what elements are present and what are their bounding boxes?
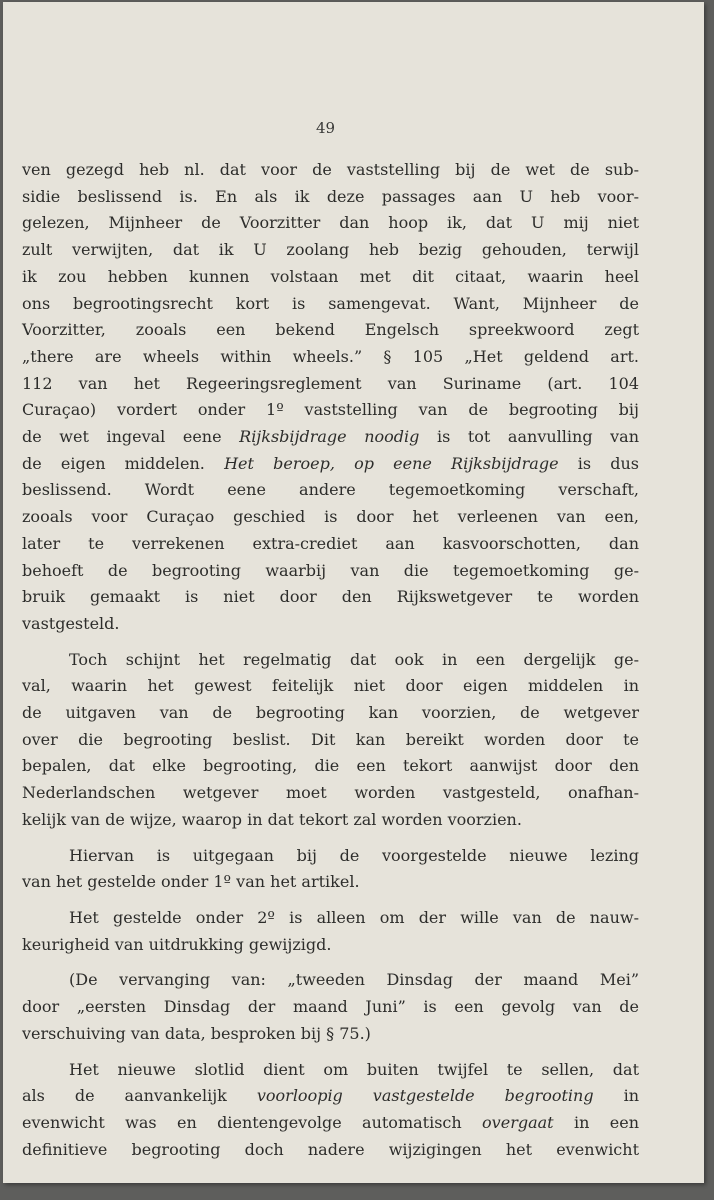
text-segment: definitieve begrooting doch nadere wijzigingen het evenwicht	[22, 1139, 639, 1159]
text-segment: in een	[553, 1112, 639, 1132]
text-segment: Het nieuwe slotlid dient om buiten twijfel te sellen, dat	[69, 1059, 639, 1079]
text-line	[22, 210, 639, 237]
text-segment: Nederlandschen wetgever moet worden vastgesteld, onafhan-	[22, 783, 639, 803]
text-segment: „there are wheels within wheels.” § 105 „Het geldend art.	[22, 346, 639, 366]
text-segment: bruik gemaakt is niet door den Rijkswetgever te worden	[22, 587, 639, 607]
text-line	[22, 807, 639, 834]
text-line	[22, 558, 639, 585]
text-segment: vastgesteld.	[22, 613, 120, 633]
text-segment: (De vervanging van: „tweeden Dinsdag der maand Mei”	[69, 970, 639, 990]
paragraph	[22, 967, 639, 1047]
text-segment: val, waarin het gewest feitelijk niet door eigen middelen in	[22, 676, 639, 696]
italic-text: voorloopig vastgestelde begrooting	[256, 1086, 594, 1106]
text-line	[22, 611, 639, 638]
text-segment: 112 van het Regeeringsreglement van Suriname (art. 104	[22, 373, 639, 393]
text-segment: is tot aanvulling van	[419, 427, 640, 447]
text-line	[22, 477, 639, 504]
text-line	[22, 157, 639, 184]
text-segment: bepalen, dat elke begrooting, die een tekort aanwijst door den	[22, 756, 639, 776]
paragraph	[22, 905, 639, 958]
text-line	[22, 905, 639, 932]
paragraph	[22, 647, 639, 834]
text-segment: door „eersten Dinsdag der maand Juni” is een gevolg van de	[22, 997, 639, 1017]
text-line	[22, 237, 639, 264]
text-segment: Curaçao) vordert onder 1º vaststelling van de begrooting bij	[22, 400, 639, 420]
text-segment: ven gezegd heb nl. dat voor de vaststelling bij de wet de sub-	[22, 160, 639, 179]
book-page	[3, 2, 704, 1183]
text-segment: de eigen middelen.	[22, 453, 225, 473]
text-line	[22, 531, 639, 558]
text-line	[22, 291, 639, 318]
text-segment: Toch schijnt het regelmatig dat ook in een dergelijk ge-	[69, 649, 639, 669]
text-line	[22, 932, 639, 959]
text-segment: gelezen, Mijnheer de Voorzitter dan hoop ik, dat U mij niet	[22, 213, 639, 233]
paragraph	[22, 1057, 639, 1164]
text-segment: Voorzitter, zooals een bekend Engelsch spreekwoord zegt	[22, 320, 639, 340]
text-segment: de wet ingeval eene	[22, 427, 240, 447]
text-line	[22, 647, 639, 674]
italic-text: Het beroep, op eene Rijksbijdrage	[224, 453, 559, 473]
text-line	[22, 780, 639, 807]
text-segment: de uitgaven van de begrooting kan voorzien, de wetgever	[22, 703, 639, 723]
paragraph	[22, 843, 639, 896]
text-line	[22, 700, 639, 727]
text-segment: evenwicht was en dientengevolge automatisch	[22, 1112, 483, 1132]
text-line	[22, 424, 639, 451]
text-segment: sidie beslissend is. En als ik deze passages aan U heb voor-	[22, 186, 639, 206]
text-segment: zooals voor Curaçao geschied is door het verleenen van een,	[22, 507, 639, 527]
text-segment: is dus	[558, 453, 639, 473]
text-line	[22, 994, 639, 1021]
text-line	[22, 1057, 639, 1084]
text-segment: beslissend. Wordt eene andere tegemoetkoming verschaft,	[22, 480, 639, 500]
text-segment: als de aanvankelijk	[22, 1086, 257, 1106]
text-line	[22, 344, 639, 371]
paragraph	[22, 157, 639, 638]
text-line	[22, 1083, 639, 1110]
text-line	[22, 504, 639, 531]
text-line	[22, 584, 639, 611]
text-line	[22, 451, 639, 478]
text-line	[22, 727, 639, 754]
body-text	[22, 157, 639, 1163]
text-line	[22, 317, 639, 344]
text-segment: Het gestelde onder 2º is alleen om der wille van de nauw-	[69, 907, 639, 927]
text-segment: verschuiving van data, besproken bij § 75.)	[22, 1023, 371, 1043]
text-line	[22, 264, 639, 291]
text-segment: later te verrekenen extra-crediet aan kasvoorschotten, dan	[22, 533, 639, 553]
text-segment: van het gestelde onder 1º van het artikel.	[22, 872, 360, 892]
text-segment: in	[593, 1086, 639, 1106]
text-segment: over die begrooting beslist. Dit kan bereikt worden door te	[22, 729, 639, 749]
text-line	[22, 869, 639, 896]
text-line	[22, 397, 639, 424]
text-line	[22, 673, 639, 700]
text-line	[22, 1110, 639, 1137]
text-segment: keurigheid van uitdrukking gewijzigd.	[22, 934, 332, 954]
text-segment: kelijk van de wijze, waarop in dat tekort zal worden voorzien.	[22, 809, 522, 829]
page-number: 49	[315, 119, 336, 137]
text-segment: Hiervan is uitgegaan bij de voorgestelde nieuwe lezing	[69, 845, 639, 865]
text-segment: ons begrootingsrecht kort is samengevat. Want, Mijnheer de	[22, 293, 639, 313]
text-line	[22, 184, 639, 211]
text-segment: ik zou hebben kunnen volstaan met dit citaat, waarin heel	[22, 266, 639, 286]
text-line	[22, 371, 639, 398]
text-line	[22, 1021, 639, 1048]
text-segment: behoeft de begrooting waarbij van die tegemoetkoming ge-	[22, 560, 639, 580]
italic-text: Rijksbijdrage noodig	[239, 427, 420, 447]
text-line	[22, 843, 639, 870]
text-line	[22, 1137, 639, 1164]
text-line	[22, 967, 639, 994]
italic-text: overgaat	[482, 1112, 554, 1132]
text-line	[22, 753, 639, 780]
text-segment: zult verwijten, dat ik U zoolang heb bezig gehouden, terwijl	[22, 240, 639, 260]
